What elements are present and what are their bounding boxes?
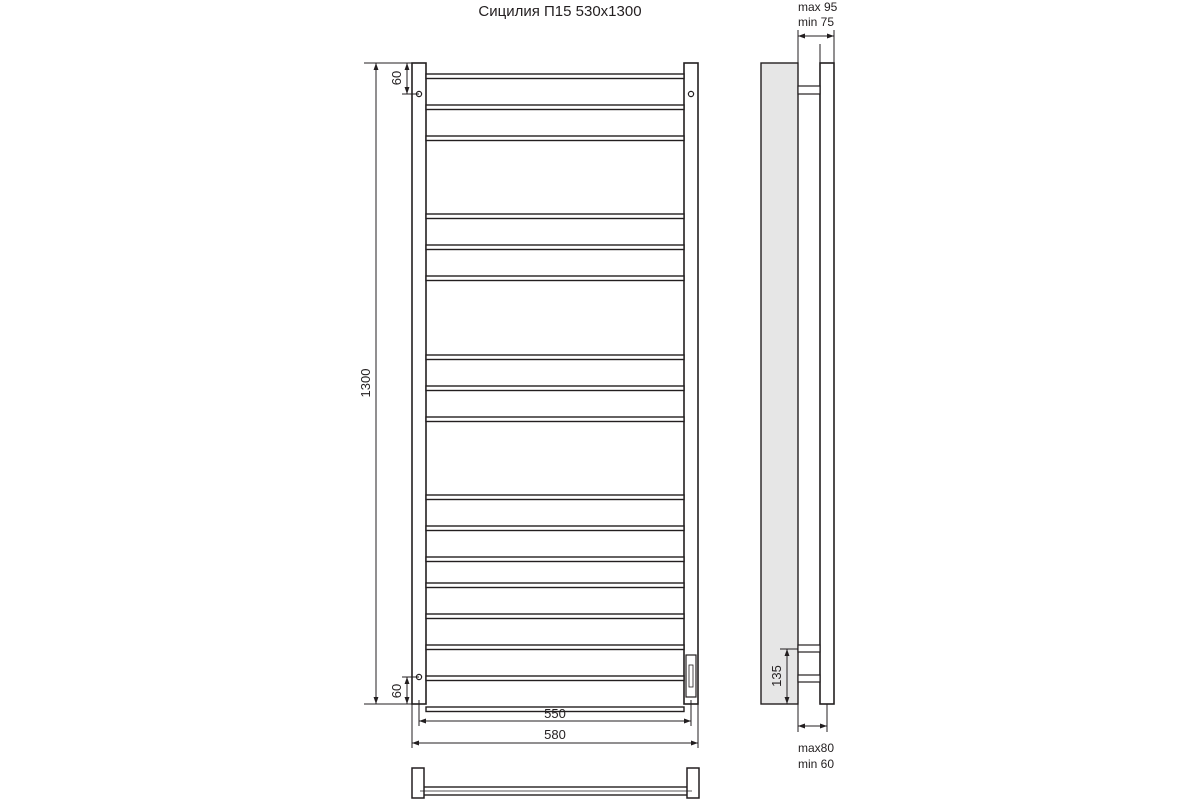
side-rail [820,63,834,704]
crossbar [426,557,684,562]
top-view [412,768,699,798]
bottom-max-label: max80 [798,741,835,755]
drawing-title: Сицилия П15 530х1300 [478,3,642,20]
crossbar [426,136,684,141]
height-dimension-label: 1300 [358,368,373,398]
crossbar [426,105,684,110]
crossbar [426,214,684,219]
crossbar [426,526,684,531]
bottom-offset-label: 60 [389,683,404,699]
bottom-min-label: min 60 [798,757,835,771]
crossbar [426,386,684,391]
crossbar [426,614,684,619]
wall [761,63,798,704]
top-view-left-post [412,768,424,798]
top-max-label: max 95 [798,0,838,14]
crossbar [426,495,684,500]
crossbar [426,676,684,681]
top-min-label: min 75 [798,15,835,29]
front-view [412,63,698,712]
heater-switch [689,665,693,687]
side-view [761,63,834,704]
inner-width-label: 550 [544,706,566,721]
crossbar [426,645,684,650]
outer-width-label: 580 [544,727,566,742]
bracket-height-label: 135 [769,665,784,687]
bottom-bracket-upper [798,645,820,652]
mount-point-top-right [688,91,693,96]
left-rail [412,63,426,704]
crossbar [426,74,684,79]
top-view-right-post [687,768,699,798]
crossbar [426,355,684,360]
bottom-bracket-lower [798,675,820,682]
crossbar [426,417,684,422]
crossbar [426,245,684,250]
crossbar [426,583,684,588]
right-rail [684,63,698,704]
top-bracket [798,86,820,94]
crossbars [426,74,684,712]
top-offset-label: 60 [389,70,404,86]
crossbar [426,276,684,281]
